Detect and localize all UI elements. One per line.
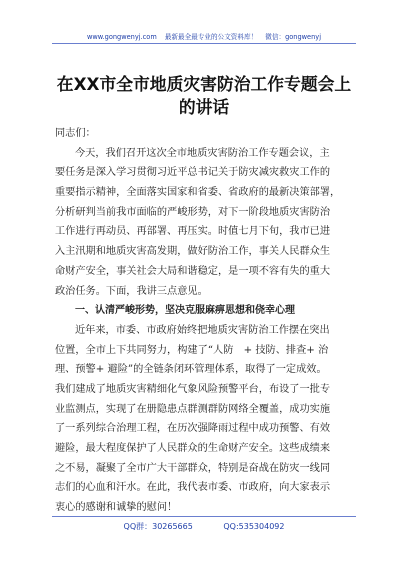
paragraph-line: 理、预警+ 避险”的全链条闭环管理体系，取得了一定成效。 (55, 364, 327, 376)
paragraph-line: 要任务是深入学习贯彻习近平总书记关于防灾减灾救灾工作的 (55, 167, 331, 179)
paragraph-line: 入主汛期和地质灾害高发期，做好防治工作，事关人民群众生 (55, 246, 331, 258)
header-divider (52, 43, 356, 44)
salutation: 同志们： (55, 128, 96, 139)
paragraph-line: 命财产安全，事关社会大局和谐稳定，是一项不容有失的重大 (55, 265, 331, 277)
paragraph-line: 了一系列综合治理工程，在历次强降雨过程中成功预警、有效 (55, 423, 331, 435)
paragraph-line: 位置，全市上下共同努力，构建了“人防 + 技防、排查+ 治 (55, 344, 329, 356)
qq-number: QQ:535304092 (223, 522, 285, 531)
page-footer (0, 521, 408, 532)
paragraph-line: 重要指示精神，全面落实国家和省委、省政府的最新决策部署， (55, 187, 341, 199)
paragraph-line: 业监测点，实现了在册隐患点群测群防网络全覆盖，成功实施 (55, 403, 331, 415)
section-heading: 一、认清严峻形势，坚决克服麻痹思想和侥幸心理 (75, 305, 295, 317)
paragraph-line: 近年来，市委、市政府始终把地质灾害防治工作摆在突出 (75, 324, 330, 336)
paragraph-line: 之不易，凝聚了全市广大干部群众，特别是奋战在防灾一线同 (55, 462, 331, 474)
paragraph-line: 避险，最大程度保护了人民群众的生命财产安全。这些成绩来 (55, 443, 331, 454)
title-line-1: 在XX市全市地质灾害防治工作专题会上 (56, 74, 352, 94)
qq-group: QQ群：30265665 (123, 522, 193, 531)
site-url: www.gongwenyj.com (86, 33, 157, 41)
page-header (0, 31, 408, 41)
header-slogan: 最新最全最专业的公文资料库！ (164, 33, 258, 41)
paragraph-line: 政治任务。下面，我讲三点意见。 (55, 285, 208, 297)
paragraph-line: 今天，我们召开这次全市地质灾害防治工作专题会议，主 (75, 147, 330, 159)
paragraph-line: 分析研判当前我市面临的严峻形势，对下一阶段地质灾害防治 (55, 206, 331, 218)
title-line-2: 的讲话 (178, 97, 230, 117)
document-body (55, 124, 360, 518)
paragraph-line: 我们建成了地质灾害精细化气象风险预警平台，布设了一批专 (55, 383, 331, 395)
paragraph-line: 工作进行再动员、再部署、再压实。时值七月下旬，我市已进 (55, 226, 331, 238)
document-title (40, 73, 368, 119)
footer-divider (52, 516, 356, 517)
wechat-id: 微信：gongwenyj (265, 33, 322, 41)
paragraph-line: 志们的心血和汗水。在此，我代表市委、市政府，向大家表示 (55, 482, 331, 494)
paragraph-line: 衷心的感谢和诚挚的慰问！ (55, 502, 178, 514)
